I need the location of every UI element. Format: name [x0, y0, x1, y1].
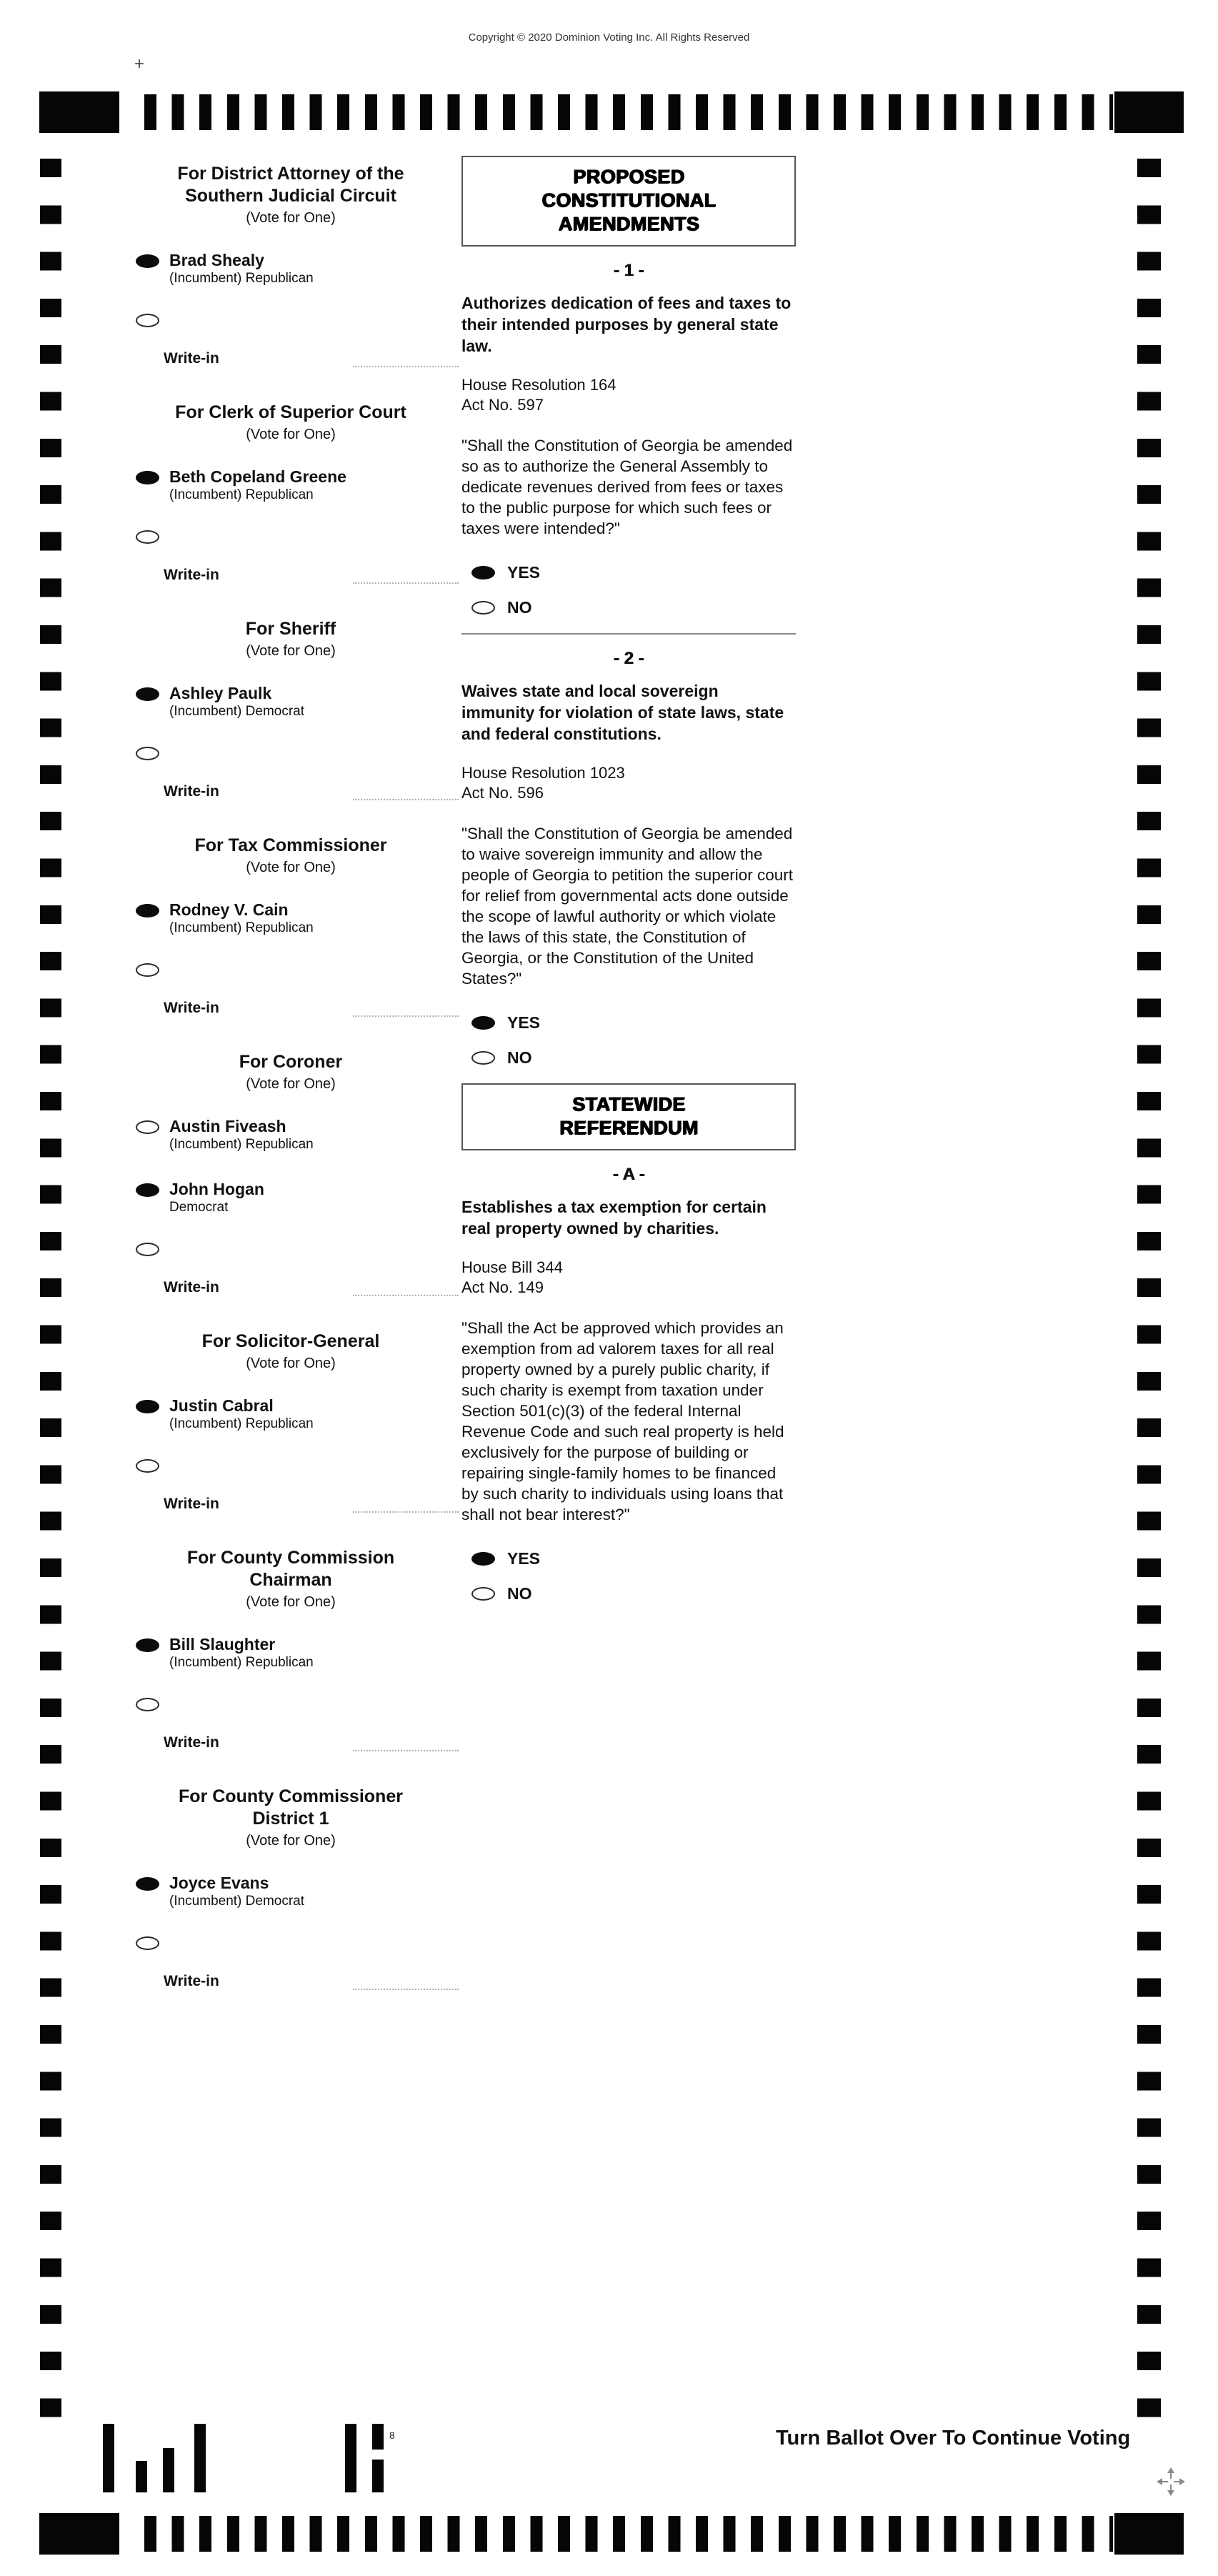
write-in-oval-row: [136, 314, 459, 328]
write-in-label: Write-in: [164, 1973, 219, 1989]
measure-references: House Bill 344 Act No. 149: [461, 1258, 563, 1296]
copyright-notice: Copyright © 2020 Dominion Voting Inc. All Rights Reserved: [468, 31, 750, 44]
measure-references: House Resolution 164 Act No. 597: [461, 376, 617, 414]
measure-summary: Authorizes dedication of fees and taxes to their intended purposes by general state law.: [461, 294, 792, 355]
write-in-label: Write-in: [164, 1734, 219, 1751]
no-choice-row: [471, 1048, 796, 1068]
contest-title: For Sheriff: [245, 619, 336, 639]
contest-title: For County Commissioner District 1: [179, 1786, 403, 1829]
contest-tax-commissioner: [123, 835, 459, 1017]
write-in-oval-row: [136, 1459, 459, 1473]
yes-oval[interactable]: [471, 1552, 495, 1566]
vote-for-instruction: (Vote for One): [246, 1833, 336, 1849]
candidate-name: Rodney V. Cain: [169, 900, 289, 919]
write-in-oval-row: [136, 963, 459, 978]
contest-coroner: [123, 1051, 459, 1296]
no-label: NO: [507, 1048, 532, 1067]
contest-commission-chairman: [123, 1547, 459, 1751]
timing-column-left: [40, 159, 61, 2422]
section-divider: [461, 633, 796, 635]
contest-title: For Solicitor-General: [201, 1331, 380, 1351]
candidate-party: (Incumbent) Republican: [169, 920, 314, 935]
contest-district-attorney: [123, 163, 459, 367]
measure-number: - A -: [612, 1165, 645, 1184]
timing-strip-top: [39, 91, 1184, 133]
yes-oval[interactable]: [471, 566, 495, 580]
write-in-label: Write-in: [164, 1279, 219, 1296]
yes-choice-row: [471, 1013, 796, 1033]
candidate-row: [136, 900, 459, 936]
candidate-name: John Hogan: [169, 1180, 264, 1198]
candidate-oval[interactable]: [136, 254, 159, 268]
candidate-party: (Incumbent) Democrat: [169, 1894, 305, 1909]
yes-label: YES: [507, 1549, 541, 1568]
candidate-row: [136, 1117, 459, 1153]
contest-title: For Coroner: [239, 1052, 343, 1072]
candidate-oval[interactable]: [136, 1120, 159, 1134]
contest-commissioner-district-1: [123, 1786, 459, 1990]
no-oval[interactable]: [471, 601, 495, 615]
write-in-oval-row: [136, 1936, 459, 1951]
timing-block-right: [1114, 91, 1184, 133]
write-in-oval[interactable]: [136, 1698, 159, 1711]
write-in-line[interactable]: [353, 787, 459, 800]
candidate-oval[interactable]: [136, 471, 159, 484]
candidate-oval[interactable]: [136, 1400, 159, 1413]
measure-question: "Shall the Act be approved which provides an exemption from ad valorem taxes for all real property owned by a purely public charity, if such charity is exempt from taxation under Section 501(c)(3) of the federal Internal Revenue Code and such real property is held exclusively for the purpose of building or repairing single-family homes to be financed by such charity to individuals using loans that shall not bear interest?": [461, 1319, 784, 1523]
write-in-line[interactable]: [353, 1004, 459, 1017]
referendum-header: STATEWIDE REFERENDUM: [461, 1083, 796, 1150]
contest-sheriff: [123, 618, 459, 800]
candidate-party: (Incumbent) Democrat: [169, 704, 305, 719]
measure-referendum-a: [461, 1165, 796, 1603]
timing-bars: [144, 2516, 1113, 2552]
candidate-party: (Incumbent) Republican: [169, 487, 314, 502]
no-label: NO: [507, 1584, 532, 1603]
write-in-oval[interactable]: [136, 1459, 159, 1473]
timing-column-right: [1137, 159, 1161, 2422]
candidate-party: (Incumbent) Republican: [169, 1137, 314, 1152]
write-in-oval-row: [136, 1698, 459, 1712]
write-in-oval[interactable]: [136, 747, 159, 760]
write-in-row: [164, 1278, 459, 1296]
no-label: NO: [507, 598, 532, 617]
write-in-row: [164, 999, 459, 1017]
candidate-oval[interactable]: [136, 1638, 159, 1652]
barcode-bar: [136, 2461, 147, 2492]
timing-strip-bottom: [39, 2513, 1184, 2555]
vote-for-instruction: (Vote for One): [246, 1076, 336, 1092]
vote-for-instruction: (Vote for One): [246, 860, 336, 875]
write-in-oval[interactable]: [136, 1243, 159, 1256]
registration-mark: +: [134, 54, 145, 74]
contest-clerk-superior-court: [123, 402, 459, 584]
write-in-line[interactable]: [353, 1977, 459, 1990]
measure-question: "Shall the Constitution of Georgia be amended so as to authorize the General Assembly to dedicate revenues derived from fees or taxes to the public purpose for which such fees or taxes were intended?": [461, 437, 793, 537]
write-in-label: Write-in: [164, 783, 219, 800]
write-in-oval-row: [136, 530, 459, 544]
candidate-row: [136, 251, 459, 287]
yes-choice-row: [471, 563, 796, 582]
candidate-row: [136, 1180, 459, 1215]
candidate-name: Justin Cabral: [169, 1396, 274, 1415]
timing-block-left: [39, 91, 119, 133]
barcode-bar: [345, 2424, 356, 2492]
write-in-oval[interactable]: [136, 530, 159, 544]
no-oval[interactable]: [471, 1587, 495, 1601]
candidate-row: [136, 467, 459, 503]
write-in-label: Write-in: [164, 1496, 219, 1512]
write-in-row: [164, 566, 459, 584]
barcode-bar: [103, 2424, 114, 2492]
yes-label: YES: [507, 563, 541, 582]
yes-choice-row: [471, 1549, 796, 1568]
vote-for-instruction: (Vote for One): [246, 643, 336, 659]
candidate-party: (Incumbent) Republican: [169, 1416, 314, 1431]
write-in-line[interactable]: [353, 1283, 459, 1296]
measure-references: House Resolution 1023 Act No. 596: [461, 764, 625, 802]
write-in-row: [164, 349, 459, 367]
timing-block-right: [1114, 2513, 1184, 2555]
write-in-oval-row: [136, 747, 459, 761]
timing-block-left: [39, 2513, 119, 2555]
write-in-line[interactable]: [353, 1739, 459, 1751]
measure-amendment-1: [461, 261, 796, 617]
write-in-line[interactable]: [353, 1500, 459, 1513]
yes-label: YES: [507, 1013, 541, 1032]
contest-title: For Tax Commissioner: [194, 835, 387, 855]
contests-column: [123, 163, 459, 2024]
write-in-oval-row: [136, 1243, 459, 1257]
vote-for-instruction: (Vote for One): [246, 210, 336, 226]
candidate-oval[interactable]: [136, 687, 159, 701]
candidate-party: (Incumbent) Republican: [169, 271, 314, 286]
no-choice-row: [471, 1584, 796, 1603]
barcode-bar: [163, 2448, 174, 2492]
write-in-oval[interactable]: [136, 314, 159, 327]
candidate-party: Democrat: [169, 1200, 229, 1215]
candidate-row: [136, 1396, 459, 1432]
measure-question: "Shall the Constitution of Georgia be amended to waive sovereign immunity and allow the people of Georgia to petition the superior court for relief from governmental acts done outside the scope of lawful authority or which violate the laws of this state, the Constitution of Georgia, or the Constitution of the United States?": [461, 825, 794, 988]
write-in-label: Write-in: [164, 1000, 219, 1016]
barcode-bar: [372, 2424, 384, 2450]
write-in-row: [164, 782, 459, 800]
candidate-oval[interactable]: [136, 904, 159, 917]
ballot-barcode: [0, 2424, 500, 2492]
candidate-oval[interactable]: [136, 1183, 159, 1197]
candidate-party: (Incumbent) Republican: [169, 1655, 314, 1670]
candidate-name: Ashley Paulk: [169, 684, 272, 702]
measure-summary: Waives state and local sovereign immunity for violation of state laws, state and federal constitutions.: [461, 682, 784, 743]
amendments-header: PROPOSED CONSTITUTIONAL AMENDMENTS: [461, 156, 796, 247]
no-choice-row: [471, 598, 796, 617]
barcode-bar: [372, 2460, 384, 2492]
write-in-row: [164, 1972, 459, 1990]
candidate-name: Brad Shealy: [169, 251, 264, 269]
candidate-name: Beth Copeland Greene: [169, 467, 346, 486]
contest-title: For Clerk of Superior Court: [175, 402, 406, 422]
candidate-name: Joyce Evans: [169, 1874, 269, 1892]
measures-column: [461, 156, 796, 1619]
write-in-line[interactable]: [353, 571, 459, 584]
write-in-row: [164, 1495, 459, 1513]
turn-ballot-over-text: Turn Ballot Over To Continue Voting: [776, 2427, 1131, 2450]
sheet-mark: 8: [389, 2430, 395, 2441]
yes-oval[interactable]: [471, 1016, 495, 1030]
contest-title: For County Commission Chairman: [186, 1548, 395, 1590]
write-in-oval[interactable]: [136, 963, 159, 977]
timing-bars: [144, 94, 1113, 130]
write-in-line[interactable]: [353, 354, 459, 367]
no-oval[interactable]: [471, 1051, 495, 1065]
measure-number: - 2 -: [613, 649, 644, 668]
move-crosshair-icon: [1156, 2467, 1186, 2500]
candidate-name: Austin Fiveash: [169, 1117, 286, 1135]
candidate-oval[interactable]: [136, 1877, 159, 1891]
measure-amendment-2: [461, 649, 796, 1068]
vote-for-instruction: (Vote for One): [246, 427, 336, 442]
measure-number: - 1 -: [613, 261, 644, 280]
contest-title: For District Attorney of the Southern Judicial Circuit: [177, 164, 404, 206]
write-in-label: Write-in: [164, 350, 219, 367]
vote-for-instruction: (Vote for One): [246, 1594, 336, 1610]
write-in-oval[interactable]: [136, 1936, 159, 1950]
write-in-label: Write-in: [164, 567, 219, 583]
write-in-row: [164, 1734, 459, 1751]
contest-solicitor-general: [123, 1331, 459, 1513]
barcode-bar: [194, 2424, 206, 2492]
candidate-name: Bill Slaughter: [169, 1635, 276, 1653]
candidate-row: [136, 1874, 459, 1909]
candidate-row: [136, 1635, 459, 1671]
vote-for-instruction: (Vote for One): [246, 1356, 336, 1371]
measure-summary: Establishes a tax exemption for certain real property owned by charities.: [461, 1198, 767, 1238]
candidate-row: [136, 684, 459, 720]
